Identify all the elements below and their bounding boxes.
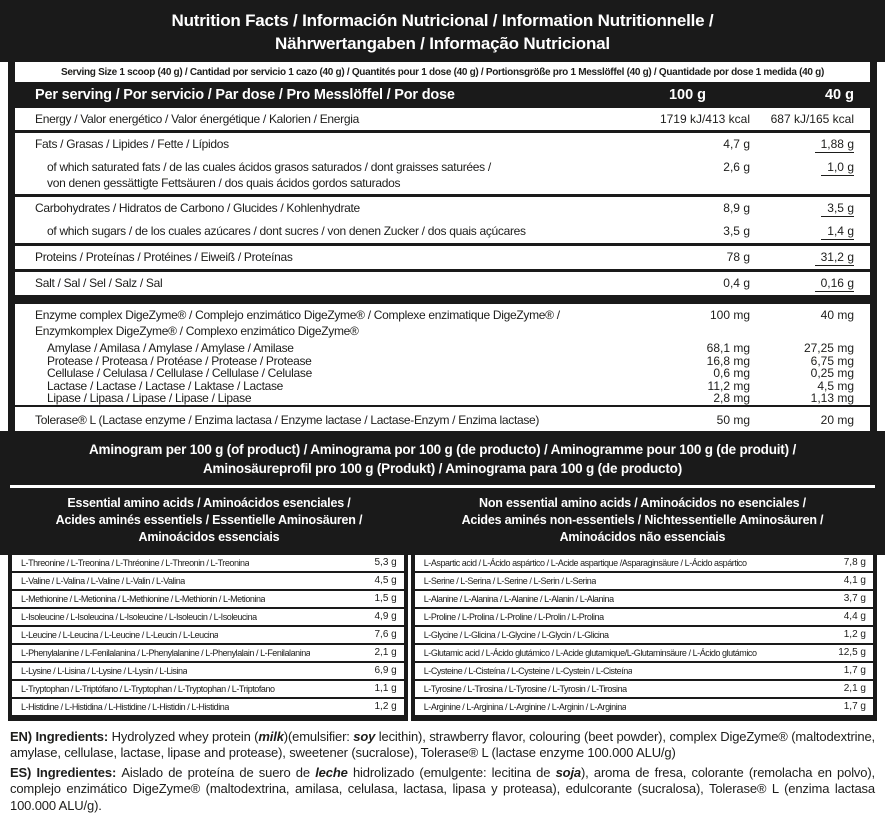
amino-label: L-Histidine / L-Histidina / L-Histidine / L-Histidin / L-Histidina: [21, 702, 229, 712]
amino-value: 7,6 g: [370, 629, 396, 640]
nutrient-label: of which saturated fats / de las cuales ácidos grasos saturados / dont graisses saturées / von denen gessättigte Fettsäuren / dos quais ácidos gordos saturados: [35, 159, 625, 191]
nutrient-value-100g: 16,8 mg: [625, 355, 750, 368]
nutrient-value-100g: 2,8 mg: [625, 392, 750, 405]
amino-value: 1,2 g: [370, 701, 396, 712]
amino-row: [415, 573, 873, 591]
amino-row: [12, 699, 404, 717]
nutrient-row: [15, 342, 870, 355]
amino-label: L-Alanine / L-Alanina / L-Alanine / L-Alanin / L-Alanina: [424, 594, 614, 604]
nutrient-rows: [15, 108, 870, 431]
amino-row: [415, 699, 873, 717]
nutrient-value-100g: 2,6 g: [625, 159, 750, 175]
nutrient-value-40g: 1,0 g: [750, 159, 862, 176]
nutrient-value-100g: 0,4 g: [625, 275, 750, 291]
non-essential-amino-header: Non essential amino acids / Aminoácidos no esenciales / Acides aminés non-essentiels / Nichtessentielle Aminosäuren / Aminoácidos não essenciais: [414, 495, 871, 546]
amino-label: L-Aspartic acid / L-Ácido aspártico / L-Acide aspartique /Asparaginsäure / L-Ácido aspártico: [424, 558, 747, 568]
nutrient-value-40g: 3,5 g: [750, 200, 862, 217]
nutrient-label: Proteins / Proteínas / Protéines / Eiweiß / Proteínas: [35, 249, 625, 265]
amino-label: L-Glutamic acid / L-Ácido glutámico / L-Acide glutamique/L-Glutaminsäure / L-Ácido glutámico: [424, 648, 757, 658]
amino-row: [12, 645, 404, 663]
amino-row: [12, 681, 404, 699]
nutrient-value-100g: 4,7 g: [625, 136, 750, 152]
nutrient-value-40g: 40 mg: [750, 307, 862, 323]
amino-value: 12,5 g: [834, 647, 866, 658]
amino-value: 1,7 g: [840, 665, 866, 676]
label-title: Nutrition Facts / Información Nutricional / Information Nutritionnelle / Nährwertangaben / Informação Nutricional: [0, 0, 885, 62]
nutrient-row: [15, 409, 870, 431]
nutrient-value-40g: 1,88 g: [750, 136, 862, 153]
amino-label: L-Threonine / L-Treonina / L-Thréonine / L-Threonin / L-Treonina: [21, 558, 249, 568]
serving-size-line: Serving Size 1 scoop (40 g) / Cantidad por servicio 1 cazo (40 g) / Quantités pour 1 dose (40 g) / Portionsgröße pro 1 Messlöffel (40 g) / Quantidade por dose 1 medida (40 g): [15, 62, 870, 82]
amino-value: 1,7 g: [840, 701, 866, 712]
nutrient-value-100g: 100 mg: [625, 307, 750, 323]
amino-row: [415, 645, 873, 663]
nutrient-label: Protease / Proteasa / Protéase / Protease / Protease: [35, 355, 625, 368]
non-essential-amino-table: [411, 555, 877, 721]
nutrient-value-40g: 1,4 g: [750, 223, 862, 240]
column-header-40g: 40 g: [750, 87, 862, 103]
amino-value: 3,7 g: [840, 593, 866, 604]
amino-value: 4,5 g: [370, 575, 396, 586]
nutrient-value-40g: 31,2 g: [750, 249, 862, 266]
amino-label: L-Methionine / L-Metionina / L-Methionine / L-Methionin / L-Metionina: [21, 594, 265, 604]
amino-label: L-Glycine / L-Glicina / L-Glycine / L-Glycin / L-Glicina: [424, 630, 609, 640]
amino-value: 2,1 g: [840, 683, 866, 694]
amino-row: [12, 573, 404, 591]
nutrient-label: Carbohydrates / Hidratos de Carbono / Glucides / Kohlenhydrate: [35, 200, 625, 216]
per-serving-header-row: [15, 82, 870, 108]
amino-row: [415, 591, 873, 609]
nutrient-row: [15, 392, 870, 407]
amino-label: L-Lysine / L-Lisina / L-Lysine / L-Lysin / L-Lisina: [21, 666, 187, 676]
nutrient-row: [15, 272, 870, 304]
nutrient-label: Cellulase / Celulasa / Cellulase / Cellulase / Celulase: [35, 367, 625, 380]
amino-row: [415, 555, 873, 573]
ingredients-en: EN) Ingredients: Hydrolyzed whey protein (milk)(emulsifier: soy lecithin), strawberry flavor, colouring (beet powder), complex DigeZyme® (maltodextrine, amylase, cellulase, lactase, lipase and protease), sweetener (sucralose), Tolerase® L (lactase enzyme 100.000 ALU/g): [10, 729, 875, 762]
nutrient-row: [15, 246, 870, 272]
nutrient-row: [15, 108, 870, 133]
nutrient-value-100g: 68,1 mg: [625, 342, 750, 355]
nutrient-label: of which sugars / de los cuales azúcares / dont sucres / von denen Zucker / dos quais açúcares: [35, 223, 625, 239]
nutrient-label: Enzyme complex DigeZyme® / Complejo enzimático DigeZyme® / Complexe enzimatique DigeZyme® / Enzymkomplex DigeZyme® / Complexo enzimático DigeZyme®: [35, 307, 625, 339]
nutrient-row: [15, 220, 870, 246]
nutrient-label: Tolerase® L (Lactase enzyme / Enzima lactasa / Enzyme lactase / Lactase-Enzym / Enzima lactase): [35, 412, 625, 428]
nutrition-table: [8, 62, 877, 431]
nutrient-value-100g: 3,5 g: [625, 223, 750, 239]
amino-label: L-Leucine / L-Leucina / L-Leucine / L-Leucin / L-Leucina: [21, 630, 218, 640]
amino-label: L-Proline / L-Prolina / L-Proline / L-Prolin / L-Prolina: [424, 612, 604, 622]
amino-row: [12, 591, 404, 609]
amino-label: L-Arginine / L-Arginina / L-Arginine / L-Arginin / L-Arginina: [424, 702, 627, 712]
nutrient-value-40g: 6,75 mg: [750, 355, 862, 368]
nutrient-value-40g: 687 kJ/165 kcal: [750, 111, 862, 127]
amino-value: 5,3 g: [370, 557, 396, 568]
per-serving-label: Per serving / Por servicio / Par dose / Pro Messlöffel / Por dose: [35, 87, 625, 103]
nutrient-row: [15, 304, 870, 342]
nutrient-label: Lactase / Lactase / Lactase / Laktase / Lactase: [35, 380, 625, 393]
amino-label: L-Phenylalanine / L-Fenilalanina / L-Phenylalanine / L-Phenylalain / L-Fenilalanina: [21, 648, 310, 658]
aminogram-section-header: [0, 431, 885, 555]
amino-label: L-Tyrosine / L-Tirosina / L-Tyrosine / L-Tyrosin / L-Tirosina: [424, 684, 627, 694]
amino-label: L-Isoleucine / L-Isoleucina / L-Isoleucine / L-Isoleucin / L-Isoleucina: [21, 612, 257, 622]
nutrient-value-40g: 20 mg: [750, 412, 862, 428]
amino-value: 4,4 g: [840, 611, 866, 622]
amino-value: 1,1 g: [370, 683, 396, 694]
essential-amino-table: [8, 555, 408, 721]
nutrient-row: [15, 197, 870, 220]
nutrient-value-40g: 0,25 mg: [750, 367, 862, 380]
amino-label: L-Valine / L-Valina / L-Valine / L-Valin / L-Valina: [21, 576, 185, 586]
nutrient-value-100g: 50 mg: [625, 412, 750, 428]
nutrient-value-40g: 1,13 mg: [750, 392, 862, 405]
amino-value: 1,5 g: [370, 593, 396, 604]
nutrient-value-100g: 78 g: [625, 249, 750, 265]
ingredients-section: [0, 721, 885, 823]
aminogram-banner: Aminogram per 100 g (of product) / Aminograma por 100 g (de producto) / Aminogramme pour 100 g (de produit) / Aminosäureprofil pro 100 g (Produkt) / Aminograma para 100 g (de producto): [8, 435, 877, 485]
nutrient-label: Energy / Valor energético / Valor énergétique / Kalorien / Energia: [35, 111, 625, 127]
nutrient-value-100g: 11,2 mg: [625, 380, 750, 393]
amino-value: 4,9 g: [370, 611, 396, 622]
nutrient-label: Fats / Grasas / Lipides / Fette / Lípidos: [35, 136, 625, 152]
amino-label: L-Tryptophan / L-Triptófano / L-Tryptophan / L-Tryptophan / L-Triptofano: [21, 684, 275, 694]
amino-label: L-Serine / L-Serina / L-Serine / L-Serin / L-Serina: [424, 576, 596, 586]
nutrient-label: Lipase / Lipasa / Lipase / Lipase / Lipase: [35, 392, 625, 405]
amino-row: [415, 609, 873, 627]
amino-value: 1,2 g: [840, 629, 866, 640]
amino-row: [12, 555, 404, 573]
amino-value: 4,1 g: [840, 575, 866, 586]
nutrient-value-40g: 4,5 mg: [750, 380, 862, 393]
nutrient-value-40g: 0,16 g: [750, 275, 862, 292]
nutrient-value-100g: 1719 kJ/413 kcal: [625, 111, 750, 127]
amino-value: 6,9 g: [370, 665, 396, 676]
amino-row: [415, 681, 873, 699]
nutrient-label: Amylase / Amilasa / Amylase / Amylase / Amilase: [35, 342, 625, 355]
nutrient-row: [15, 156, 870, 197]
nutrient-value-100g: 0,6 mg: [625, 367, 750, 380]
nutrient-value-40g: 27,25 mg: [750, 342, 862, 355]
amino-column-headers: [8, 488, 877, 555]
nutrient-row: [15, 133, 870, 156]
amino-row: [12, 627, 404, 645]
ingredients-es: ES) Ingredientes: Aislado de proteína de suero de leche hidrolizado (emulgente: lecitina de soja), aroma de fresa, colorante (remolacha en polvo), complejo enzimático DigeZyme® (maltodextrina, amilasa, celulasa, lactasa, lipasa y proteasa), edulcorante (sucralosa), Tolerase® L (enzima lactasa 100.000 ALU/g).: [10, 765, 875, 815]
amino-value: 2,1 g: [370, 647, 396, 658]
amino-label: L-Cysteine / L-Cisteína / L-Cysteine / L-Cystein / L-Cisteína: [424, 666, 633, 676]
amino-row: [12, 609, 404, 627]
essential-amino-header: Essential amino acids / Aminoácidos esenciales / Acides aminés essentiels / Essentielle Aminosäuren / Aminoácidos essenciais: [14, 495, 404, 546]
nutrient-label: Salt / Sal / Sel / Salz / Sal: [35, 275, 625, 291]
amino-tables: [0, 555, 885, 721]
amino-row: [12, 663, 404, 681]
column-header-100g: 100 g: [625, 87, 750, 103]
nutrient-value-100g: 8,9 g: [625, 200, 750, 216]
amino-value: 7,8 g: [840, 557, 866, 568]
amino-row: [415, 627, 873, 645]
nutrient-row: [15, 367, 870, 380]
amino-row: [415, 663, 873, 681]
